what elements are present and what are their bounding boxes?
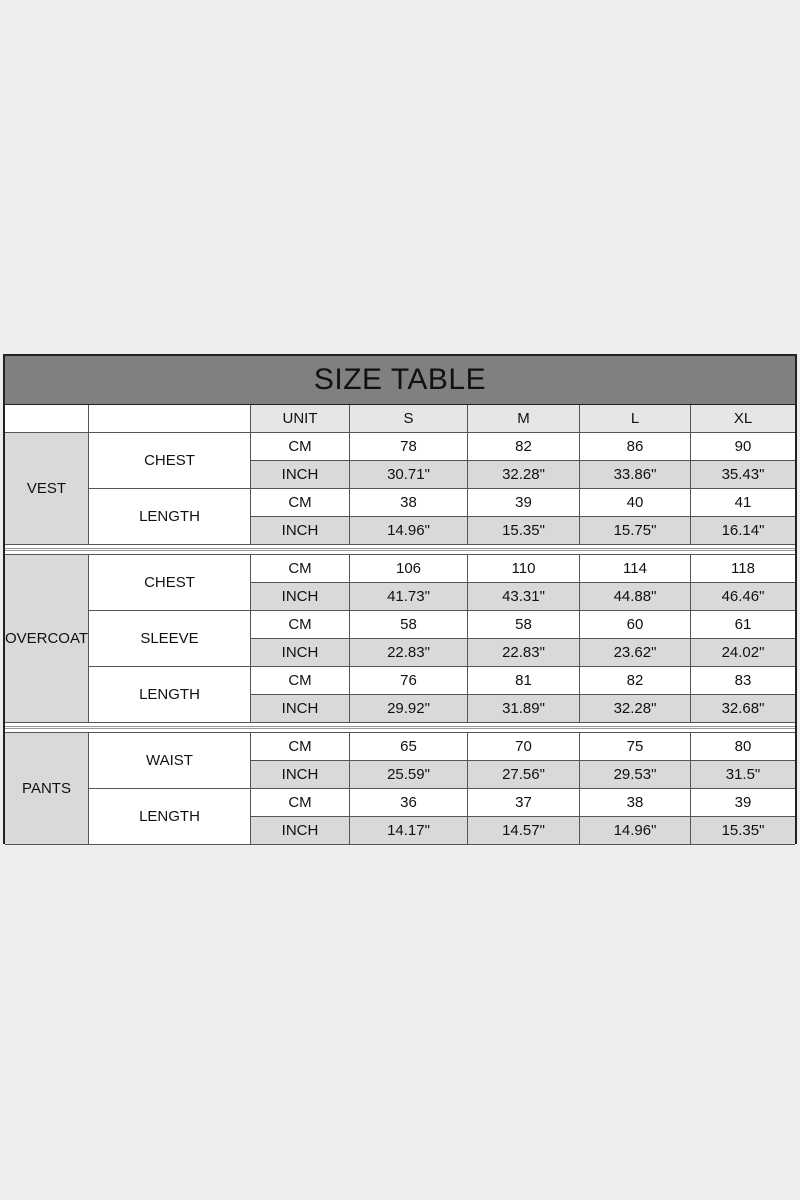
value-cell: 30.71" <box>350 461 468 489</box>
value-cell: 44.88" <box>580 583 691 611</box>
value-cell: 75 <box>580 733 691 761</box>
measurement-label-length: LENGTH <box>89 489 251 545</box>
value-cell: 40 <box>580 489 691 517</box>
measurement-label-waist: WAIST <box>89 733 251 789</box>
value-cell: 32.68" <box>691 695 795 723</box>
header-size-m: M <box>468 405 580 433</box>
header-size-s: S <box>350 405 468 433</box>
value-cell: 29.53" <box>580 761 691 789</box>
value-cell: 90 <box>691 433 795 461</box>
section-separator <box>5 723 795 733</box>
section-separator <box>5 545 795 555</box>
value-cell: 80 <box>691 733 795 761</box>
value-cell: 25.59" <box>350 761 468 789</box>
value-cell: 35.43" <box>691 461 795 489</box>
measurement-label-chest: CHEST <box>89 433 251 489</box>
unit-cm: CM <box>251 611 350 639</box>
value-cell: 37 <box>468 789 580 817</box>
value-cell: 110 <box>468 555 580 583</box>
value-cell: 22.83" <box>468 639 580 667</box>
value-cell: 58 <box>468 611 580 639</box>
unit-cm: CM <box>251 667 350 695</box>
value-cell: 39 <box>468 489 580 517</box>
value-cell: 32.28" <box>580 695 691 723</box>
unit-inch: INCH <box>251 517 350 545</box>
value-cell: 16.14" <box>691 517 795 545</box>
value-cell: 106 <box>350 555 468 583</box>
table-title: SIZE TABLE <box>5 356 795 405</box>
section-label-overcoat: OVERCOAT <box>5 555 89 723</box>
value-cell: 24.02" <box>691 639 795 667</box>
value-cell: 39 <box>691 789 795 817</box>
unit-cm: CM <box>251 489 350 517</box>
value-cell: 27.56" <box>468 761 580 789</box>
unit-inch: INCH <box>251 695 350 723</box>
value-cell: 82 <box>468 433 580 461</box>
section-label-vest: VEST <box>5 433 89 545</box>
value-cell: 36 <box>350 789 468 817</box>
value-cell: 15.35" <box>468 517 580 545</box>
value-cell: 14.96" <box>580 817 691 845</box>
value-cell: 38 <box>580 789 691 817</box>
measurement-label-chest: CHEST <box>89 555 251 611</box>
value-cell: 60 <box>580 611 691 639</box>
section-label-pants: PANTS <box>5 733 89 845</box>
size-table <box>3 354 797 844</box>
value-cell: 38 <box>350 489 468 517</box>
value-cell: 33.86" <box>580 461 691 489</box>
measurement-label-length: LENGTH <box>89 667 251 723</box>
measurement-label-sleeve: SLEEVE <box>89 611 251 667</box>
value-cell: 41 <box>691 489 795 517</box>
value-cell: 22.83" <box>350 639 468 667</box>
value-cell: 65 <box>350 733 468 761</box>
value-cell: 58 <box>350 611 468 639</box>
header-unit: UNIT <box>251 405 350 433</box>
value-cell: 14.57" <box>468 817 580 845</box>
value-cell: 81 <box>468 667 580 695</box>
value-cell: 76 <box>350 667 468 695</box>
unit-inch: INCH <box>251 761 350 789</box>
unit-inch: INCH <box>251 639 350 667</box>
value-cell: 118 <box>691 555 795 583</box>
value-cell: 83 <box>691 667 795 695</box>
unit-inch: INCH <box>251 583 350 611</box>
header-empty-cell <box>89 405 251 433</box>
value-cell: 31.89" <box>468 695 580 723</box>
unit-inch: INCH <box>251 461 350 489</box>
header-size-xl: XL <box>691 405 795 433</box>
value-cell: 14.96" <box>350 517 468 545</box>
unit-cm: CM <box>251 789 350 817</box>
value-cell: 114 <box>580 555 691 583</box>
measurement-label-length: LENGTH <box>89 789 251 845</box>
unit-cm: CM <box>251 733 350 761</box>
value-cell: 23.62" <box>580 639 691 667</box>
value-cell: 15.35" <box>691 817 795 845</box>
value-cell: 41.73" <box>350 583 468 611</box>
value-cell: 70 <box>468 733 580 761</box>
header-size-l: L <box>580 405 691 433</box>
header-empty-cell <box>5 405 89 433</box>
value-cell: 86 <box>580 433 691 461</box>
value-cell: 46.46" <box>691 583 795 611</box>
value-cell: 14.17" <box>350 817 468 845</box>
unit-inch: INCH <box>251 817 350 845</box>
value-cell: 29.92" <box>350 695 468 723</box>
value-cell: 15.75" <box>580 517 691 545</box>
value-cell: 31.5" <box>691 761 795 789</box>
value-cell: 43.31" <box>468 583 580 611</box>
value-cell: 82 <box>580 667 691 695</box>
value-cell: 61 <box>691 611 795 639</box>
unit-cm: CM <box>251 433 350 461</box>
unit-cm: CM <box>251 555 350 583</box>
value-cell: 32.28" <box>468 461 580 489</box>
value-cell: 78 <box>350 433 468 461</box>
